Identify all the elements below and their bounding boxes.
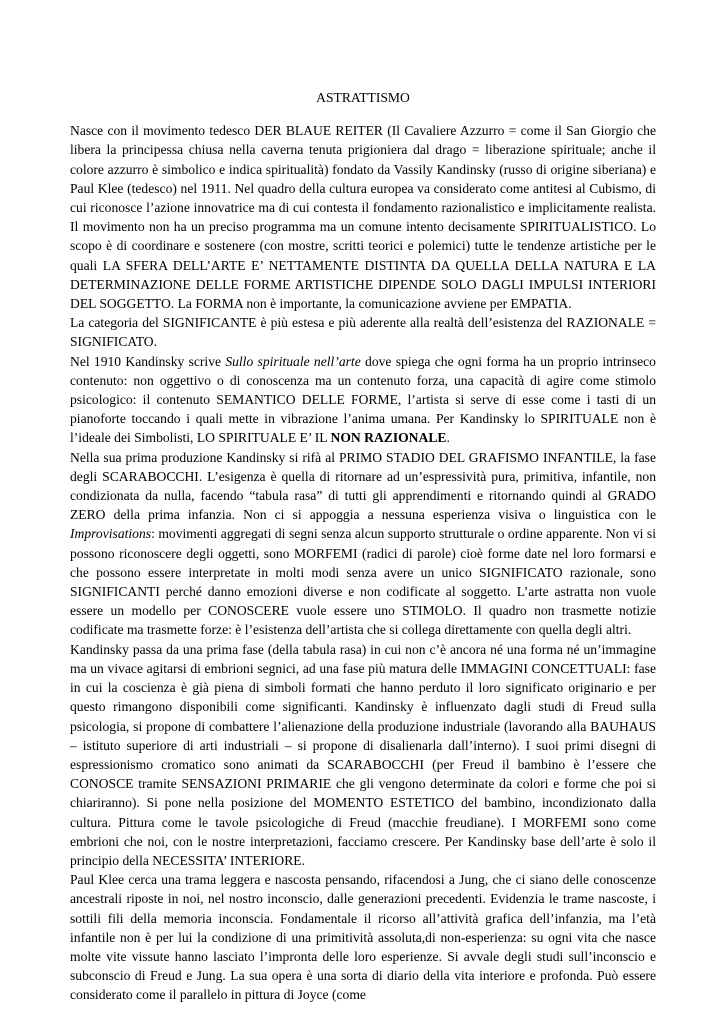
document-page [70,88,656,1005]
work-title: Improvisations [70,526,152,542]
paragraph-text: Kandinsky passa da una prima fase (della tabula rasa) in cui non c’è ancora né una forma né un’immagine ma un vivace agitarsi di embrioni segnici, ad una fase più matura delle IMMAGINI CONCETTUALI: fase in cui la coscienza è già piena di simboli formati che hanno perduto il loro significato originario e per questo rimangono disponibili come significanti. Kandinsky è influenzato dagli studi di Freud sulla psicologia, si propone di combattere l’alienazione della produzione industriale (lavorando alla BAUHAUS – istituto superiore di arti industriali – si propone di disalienarla dall’interno). I suoi primi disegni di espressionismo cromatico sono animati da SCARABOCCHI (per Freud il bambino è l’essere che CONOSCE tramite SENSAZIONI PRIMARIE che gli vengono determinate da colori e forme che poi si chiariranno). Si pone nella posizione del MOMENTO ESTETICO del bambino, incondizionato dalla cultura. Pittura come le tavole psicologiche di Freud (macchie freudiane). I MORFEMI sono come embrioni che noi, con le nostre interpretazioni, facciamo crescere. Per Kandinsky base dell’arte è solo il principio della NECESSITA’ INTERIORE. [70,641,656,868]
paragraph-text: dove spiega che ogni forma ha un proprio intrinseco contenuto: non oggettivo o di conoscenza ma un contenuto forza, una capacità di agire come stimolo psicologico: il contenuto SEMANTICO DELLE FORME, l’artista si serve di esse come i tasti di un pianoforte toccando i quali mette in vibrazione l’anima umana. Per Kandinsky lo SPIRITUALE non è l’ideale dei Simbolisti, LO SPIRITUALE E’ IL [70,353,656,446]
paragraph-der-blaue-reiter [70,121,656,313]
paragraph-paul-klee [70,870,656,1004]
paragraph-text: Nel 1910 Kandinsky scrive [70,353,226,369]
document-title: ASTRATTISMO [316,90,410,105]
paragraph-text: : movimenti aggregati di segni senza alcun supporto strutturale o ordine apparente. Non vi si possono riconoscere degli oggetti, sono MORFEMI (radici di parole) cioè forme date nel loro formarsi e che possono essere interpretate in molti modi senza avere un unico SIGNIFICATO razionale, sono SIGNIFICANTI perché danno emozioni diverse e non codificate al soggetto. L’arte astratta non vuole essere un modello per CONOSCERE vuole essere uno STIMOLO. Il quadro non trasmette notizie codificate ma trasmette forze: è l’esistenza dell’artista che si collega direttamente con quella degli altri. [70,526,656,638]
paragraph-text: Nasce con il movimento tedesco DER BLAUE REITER (Il Cavaliere Azzurro = come il San Giorgio che libera la principessa chiusa nella caverna tenuta prigioniera dal drago = liberazione spirituale; anche il colore azzurro è simbolico e indica spiritualità) fondato da Vassily Kandinsky (russo di origine siberiana) e Paul Klee (tedesco) nel 1911. Nel quadro della cultura europea va considerato come antitesi al Cubismo, di cui riconosce l’azione innovatrice ma di cui contesta il fondamento razionalistico e implicitamente realista. Il movimento non ha un preciso programma ma un comune intento decisamente SPIRITUALISTICO. Lo scopo è di coordinare e sostenere (con mostre, scritti teorici e polemici) tutte le tendenze artistiche per le quali LA SFERA DELL’ARTE E’ NETTAMENTE DISTINTA DA QUELLA DELLA NATURA E LA DETERMINAZIONE DELLE FORME ARTISTICHE DIPENDE SOLO DAGLI IMPULSI INTERIORI DEL SOGGETTO. La FORMA non è importante, la comunicazione avviene per EMPATIA. [70,123,656,312]
paragraph-text: La categoria del SIGNIFICANTE è più estesa e più aderente alla realtà dell’esistenza del RAZIONALE = SIGNIFICATO. [70,315,656,350]
paragraph-text: . [446,430,450,446]
paragraph-text: Nella sua prima produzione Kandinsky si rifà al PRIMO STADIO DEL GRAFISMO INFANTILE, la fase degli SCARABOCCHI. L’esigenza è quella di ritornare ad un’espressività pura, primitiva, infantile, non condizionata da nulla, facendo “tabula rasa” di tutti gli apprendimenti e ritornando quindi al GRADO ZERO della prima infanzia. Non ci si appoggia a nessuna esperienza visiva o linguistica con le [70,449,656,523]
book-title: Sullo spirituale nell’arte [225,353,361,369]
paragraph-significante [70,313,656,351]
emphasis-non-razionale: NON RAZIONALE [330,430,447,446]
paragraph-sullo-spirituale [70,352,656,448]
paragraph-text: Paul Klee cerca una trama leggera e nascosta pensando, rifacendosi a Jung, che ci siano delle conoscenze ancestrali riposte in noi, nel nostro inconscio, dalle generazioni precedenti. Evidenzia le trame nascoste, i sottili fili della memoria inconscia. Fondamentale il ricorso all’attività grafica dell’infanzia, ma l’età infantile non è per lui la condizione di una primitività assoluta,di non-esperienza: su ogni vita che nasce molte vite vissute hanno lasciato l’impronta delle loro esperienze. Si avvale degli studi sull’inconscio e subconscio di Freud e Jung. La sua opera è una sorta di diario della vita interiore e profonda. Può essere considerato come il parallelo in pittura di Joyce (come [70,872,656,1003]
paragraph-immagini-concettuali [70,640,656,870]
paragraph-scarabocchi [70,448,656,640]
